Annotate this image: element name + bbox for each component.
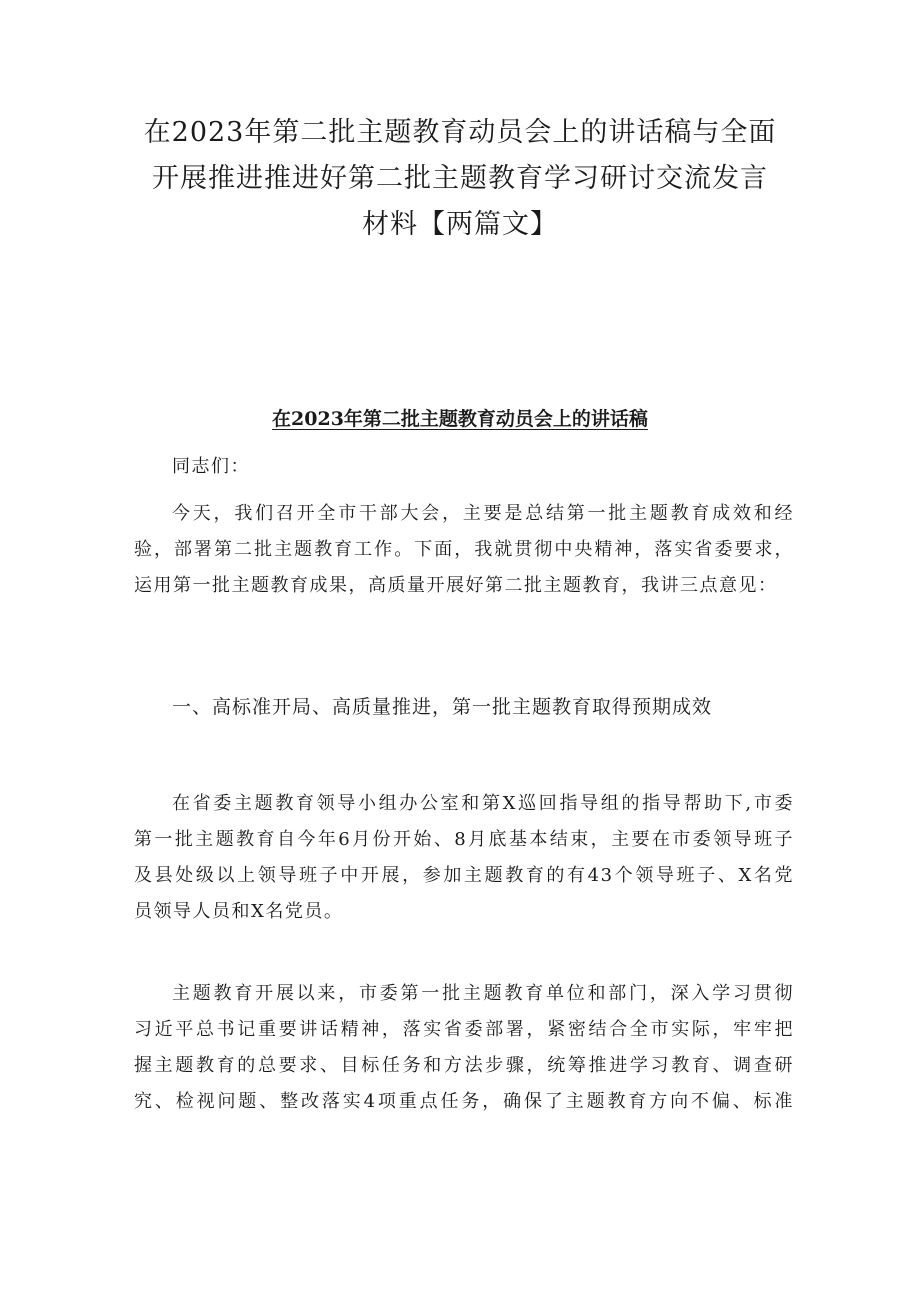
paragraph-line: 第一批主题教育自今年6月份开始、8月底基本结束，主要在市委领导班子 [134,829,794,850]
document-title-line-3: 材料【两篇文】 [362,209,558,240]
paragraph-progress [134,976,794,1120]
paragraph-overview [134,786,794,930]
paragraph-intro [134,496,794,604]
paragraph-line: 握主题教育的总要求、目标任务和方法步骤，统筹推进学习教育、调查研 [134,1055,794,1076]
document-title-line-2: 开展推进推进好第二批主题教育学习研讨交流发言 [152,163,768,194]
paragraph-line: 主题教育开展以来，市委第一批主题教育单位和部门，深入学习贯彻 [172,983,794,1004]
paragraph-line: 运用第一批主题教育成果，高质量开展好第二批主题教育，我讲三点意见： [134,575,778,596]
speech-subtitle: 在2023年第二批主题教育动员会上的讲话稿 [272,408,648,430]
paragraph-line: 今天，我们召开全市干部大会，主要是总结第一批主题教育成效和经 [172,503,794,524]
paragraph-line: 习近平总书记重要讲话精神，落实省委部署，紧密结合全市实际，牢牢把 [134,1019,794,1040]
document-title-line-1: 在2023年第二批主题教育动员会上的讲话稿与全面 [143,117,777,148]
paragraph-line: 验，部署第二批主题教育工作。下面，我就贯彻中央精神，落实省委要求， [134,539,794,560]
paragraph-line: 员领导人员和X名党员。 [134,901,344,922]
greeting: 同志们： [172,456,250,477]
section-heading-1: 一、高标准开局、高质量推进，第一批主题教育取得预期成效 [172,696,713,718]
paragraph-line: 在省委主题教育领导小组办公室和第X巡回指导组的指导帮助下,市委 [172,793,794,814]
paragraph-line: 及县处级以上领导班子中开展，参加主题教育的有43个领导班子、X名党 [134,865,794,886]
paragraph-line: 究、检视问题、整改落实4项重点任务，确保了主题教育方向不偏、标准 [134,1091,794,1112]
